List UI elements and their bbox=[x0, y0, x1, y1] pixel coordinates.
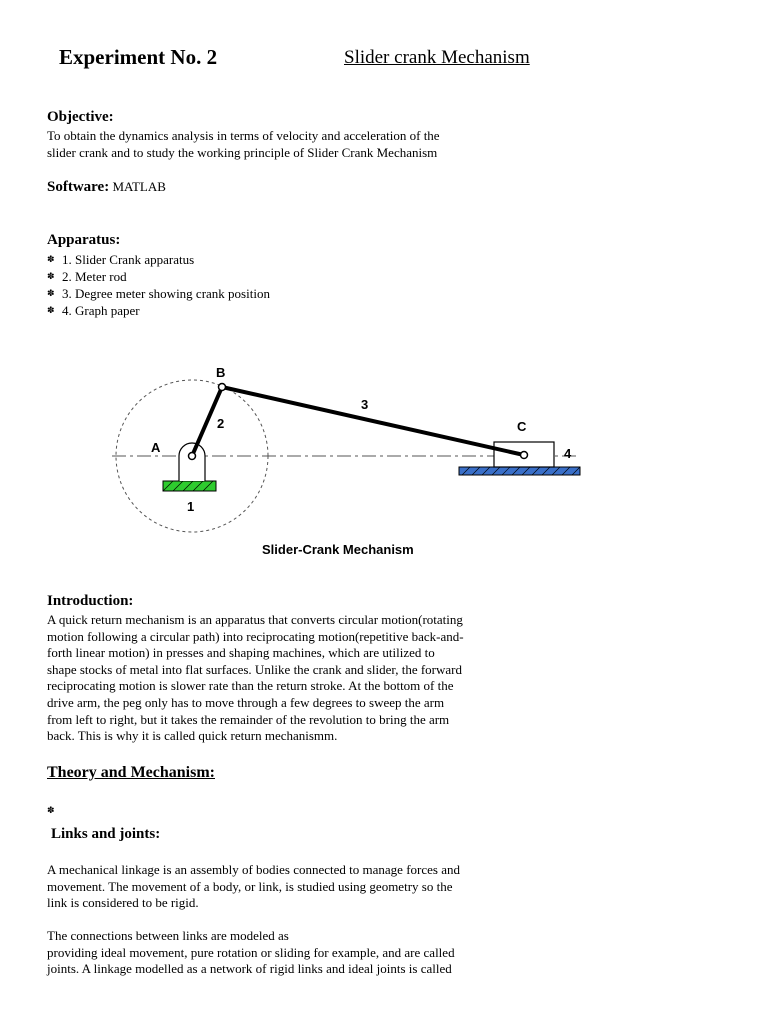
apparatus-item: 1. Slider Crank apparatus bbox=[62, 252, 195, 267]
theory-bullet-icon: ✽ bbox=[47, 805, 55, 815]
list-item bbox=[47, 302, 270, 319]
theory-paragraph-1 bbox=[47, 862, 460, 912]
connecting-rod-link bbox=[222, 387, 524, 455]
bullet-icon: ✽ bbox=[47, 271, 55, 281]
objective-text bbox=[47, 128, 440, 161]
apparatus-item: 3. Degree meter showing crank position bbox=[62, 286, 270, 301]
slider-track bbox=[459, 467, 580, 475]
experiment-title: Experiment No. 2 bbox=[59, 45, 218, 69]
introduction-line: A quick return mechanism is an apparatus that converts circular motion(rotating bbox=[47, 612, 463, 627]
software-label: Software: bbox=[47, 179, 110, 195]
slider-crank-diagram bbox=[108, 362, 588, 567]
label-link-1: 1 bbox=[187, 499, 195, 514]
introduction-text bbox=[47, 612, 464, 745]
apparatus-item: 4. Graph paper bbox=[62, 303, 140, 318]
bullet-icon: ✽ bbox=[47, 288, 55, 298]
label-link-4: 4 bbox=[564, 446, 572, 461]
list-item bbox=[47, 251, 270, 268]
theory-paragraph-2 bbox=[47, 928, 455, 978]
theory-line: The connections between links are modeled as bbox=[47, 928, 289, 943]
label-a: A bbox=[151, 440, 161, 455]
list-item bbox=[47, 268, 270, 285]
theory-heading: Theory and Mechanism: bbox=[47, 764, 215, 781]
links-joints-heading: Links and joints: bbox=[51, 826, 161, 842]
label-b: B bbox=[216, 365, 226, 380]
list-item bbox=[47, 285, 270, 302]
theory-line: movement. The movement of a body, or link, is studied using geometry so the bbox=[47, 878, 453, 894]
introduction-line: shape stocks of metal into flat surfaces. Unlike the crank and slider, the forward bbox=[47, 661, 462, 677]
theory-line: link is considered to be rigid. bbox=[47, 895, 199, 911]
software-row bbox=[47, 178, 166, 196]
bullet-icon: ✽ bbox=[47, 305, 55, 315]
crank-pin bbox=[219, 384, 226, 391]
introduction-line: back. This is why it is called quick return mechanismm. bbox=[47, 728, 338, 744]
slider-pin bbox=[521, 452, 528, 459]
pivot-support bbox=[179, 443, 205, 481]
bullet-icon: ✽ bbox=[47, 254, 55, 264]
introduction-line: motion following a circular path) into reciprocating motion(repetitive back-and- bbox=[47, 628, 464, 644]
objective-heading: Objective: bbox=[47, 109, 114, 125]
introduction-heading: Introduction: bbox=[47, 593, 134, 609]
theory-line: A mechanical linkage is an assembly of bodies connected to manage forces and bbox=[47, 862, 460, 877]
diagram-caption: Slider-Crank Mechanism bbox=[262, 542, 414, 557]
experiment-subtitle: Slider crank Mechanism bbox=[344, 47, 530, 68]
introduction-line: forth linear motion) in presses and shaping machines, which are utilized to bbox=[47, 645, 435, 661]
theory-line: joints. A linkage modelled as a network of rigid links and ideal joints is called bbox=[47, 961, 452, 977]
label-link-3: 3 bbox=[361, 397, 369, 412]
theory-line: providing ideal movement, pure rotation or sliding for example, and are called bbox=[47, 944, 455, 960]
introduction-line: drive arm, the peg only has to move through a few degrees to sweep the arm bbox=[47, 694, 445, 710]
objective-line: slider crank and to study the working principle of Slider Crank Mechanism bbox=[47, 144, 438, 160]
introduction-line: reciprocating motion is slower rate than the return stroke. At the bottom of the bbox=[47, 678, 454, 694]
label-link-2: 2 bbox=[217, 416, 225, 431]
apparatus-item: 2. Meter rod bbox=[62, 269, 127, 284]
pivot-pin bbox=[189, 453, 196, 460]
apparatus-heading: Apparatus: bbox=[47, 232, 121, 248]
software-value: MATLAB bbox=[109, 179, 166, 194]
apparatus-list bbox=[47, 251, 270, 319]
label-c: C bbox=[517, 419, 527, 434]
introduction-line: from left to right, but it takes the remainder of the revolution to bring the arm bbox=[47, 711, 450, 727]
objective-line: To obtain the dynamics analysis in terms of velocity and acceleration of the bbox=[47, 128, 440, 143]
